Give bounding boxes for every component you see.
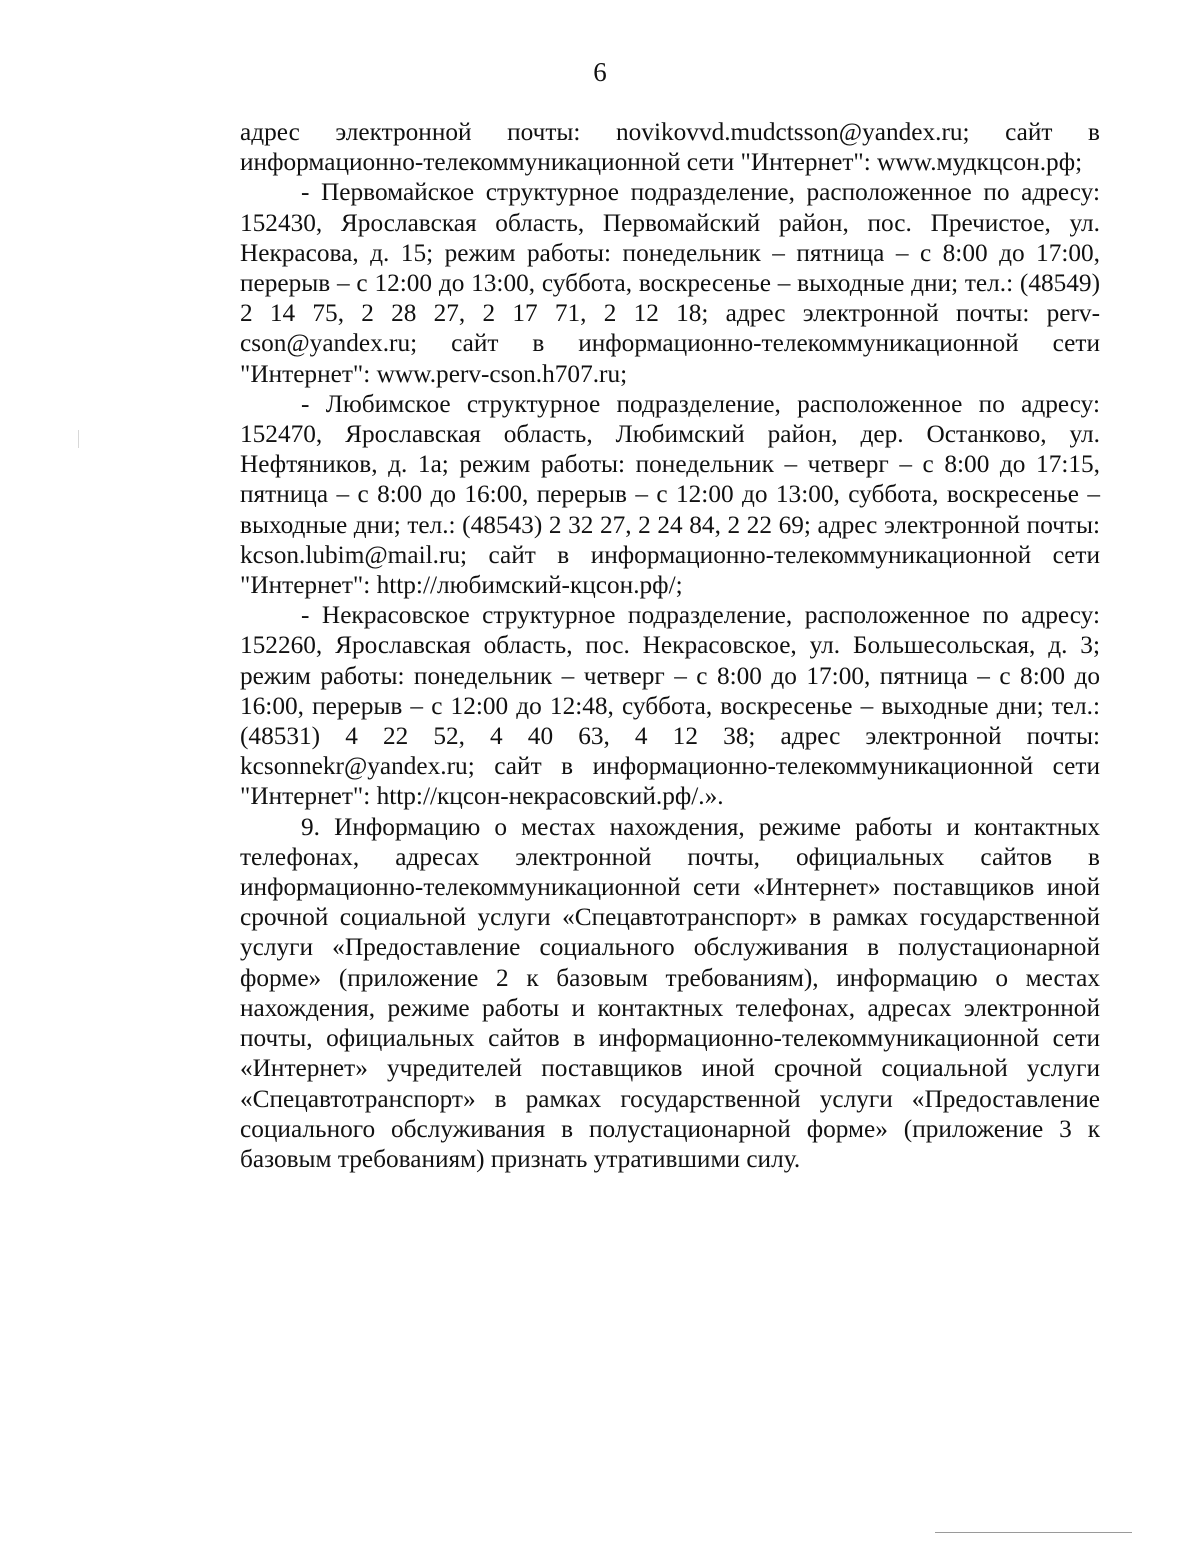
paragraph-item-9: 9. Информацию о местах нахождения, режиме работы и контактных телефонах, адресах электронной почты, официальных сайтов в информационно-телекоммуникационной сети «Интернет» поставщиков иной срочной социальной услуги «Спецавтотранспорт» в рамках государственной услуги «Предоставление социального обслуживания в полустационарной форме» (приложение 2 к базовым требованиям), информацию о местах нахождения, режиме работы и контактных телефонах, адресах электронной почты, официальных сайтов в информационно-телекоммуникационной сети «Интернет» учредителей поставщиков иной срочной социальной услуги «Спецавтотранспорт» в рамках государственной услуги «Предоставление социального обслуживания в полустационарной форме» (приложение 3 к базовым требованиям) признать утратившими силу. <box>240 812 1100 1173</box>
paragraph-nekrasovskoe-division: - Некрасовское структурное подразделение, расположенное по адресу: 152260, Ярославская область, пос. Некрасовское, ул. Большесольская, д. 3; режим работы: понедельник – четверг – с 8:00 до 17:00, пятница – с 8:00 до 16:00, перерыв – с 12:00 до 12:48, суббота, воскресенье – выходные дни; тел.: (48531) 4 22 52, 4 40 63, 4 12 38; адрес электронной почты: kcsonnekr@yandex.ru; сайт в информационно-телекоммуникационной сети "Интернет": http://кцсон-некрасовский.рф/.». <box>240 601 1100 811</box>
footer-rule <box>935 1532 1132 1533</box>
paragraph-pervomaiskoe-division: - Первомайское структурное подразделение, расположенное по адресу: 152430, Ярославская область, Первомайский район, пос. Пречистое, ул. Некрасова, д. 15; режим работы: понедельник – пятница – с 8:00 до 17:00, перерыв – с 12:00 до 13:00, суббота, воскресенье – выходные дни; тел.: (48549) 2 14 75, 2 28 27, 2 17 71, 2 12 18; адрес электронной почты: perv-cson@yandex.ru; сайт в информационно-телекоммуникационной сети "Интернет": www.perv-cson.h707.ru; <box>240 178 1100 388</box>
paragraph-lyubimskoe-division: - Любимское структурное подразделение, расположенное по адресу: 152470, Ярославская область, Любимский район, дер. Останково, ул. Нефтяников, д. 1а; режим работы: понедельник – четверг – с 8:00 до 17:15, пятница – с 8:00 до 16:00, перерыв – с 12:00 до 13:00, суббота, воскресенье – выходные дни; тел.: (48543) 2 32 27, 2 24 84, 2 22 69; адрес электронной почты: kcson.lubim@mail.ru; сайт в информационно-телекоммуникационной сети "Интернет": http://любимский-кцсон.рф/; <box>240 389 1100 600</box>
paragraph-email-continuation: адрес электронной почты: novikovvd.mudctsson@yandex.ru; сайт в информационно-телекоммуникационной сети "Интернет": www.мудкцсон.рф; <box>240 118 1100 177</box>
document-body <box>240 117 1100 1174</box>
scan-margin-mark <box>78 430 79 448</box>
page-number: 6 <box>593 57 607 87</box>
